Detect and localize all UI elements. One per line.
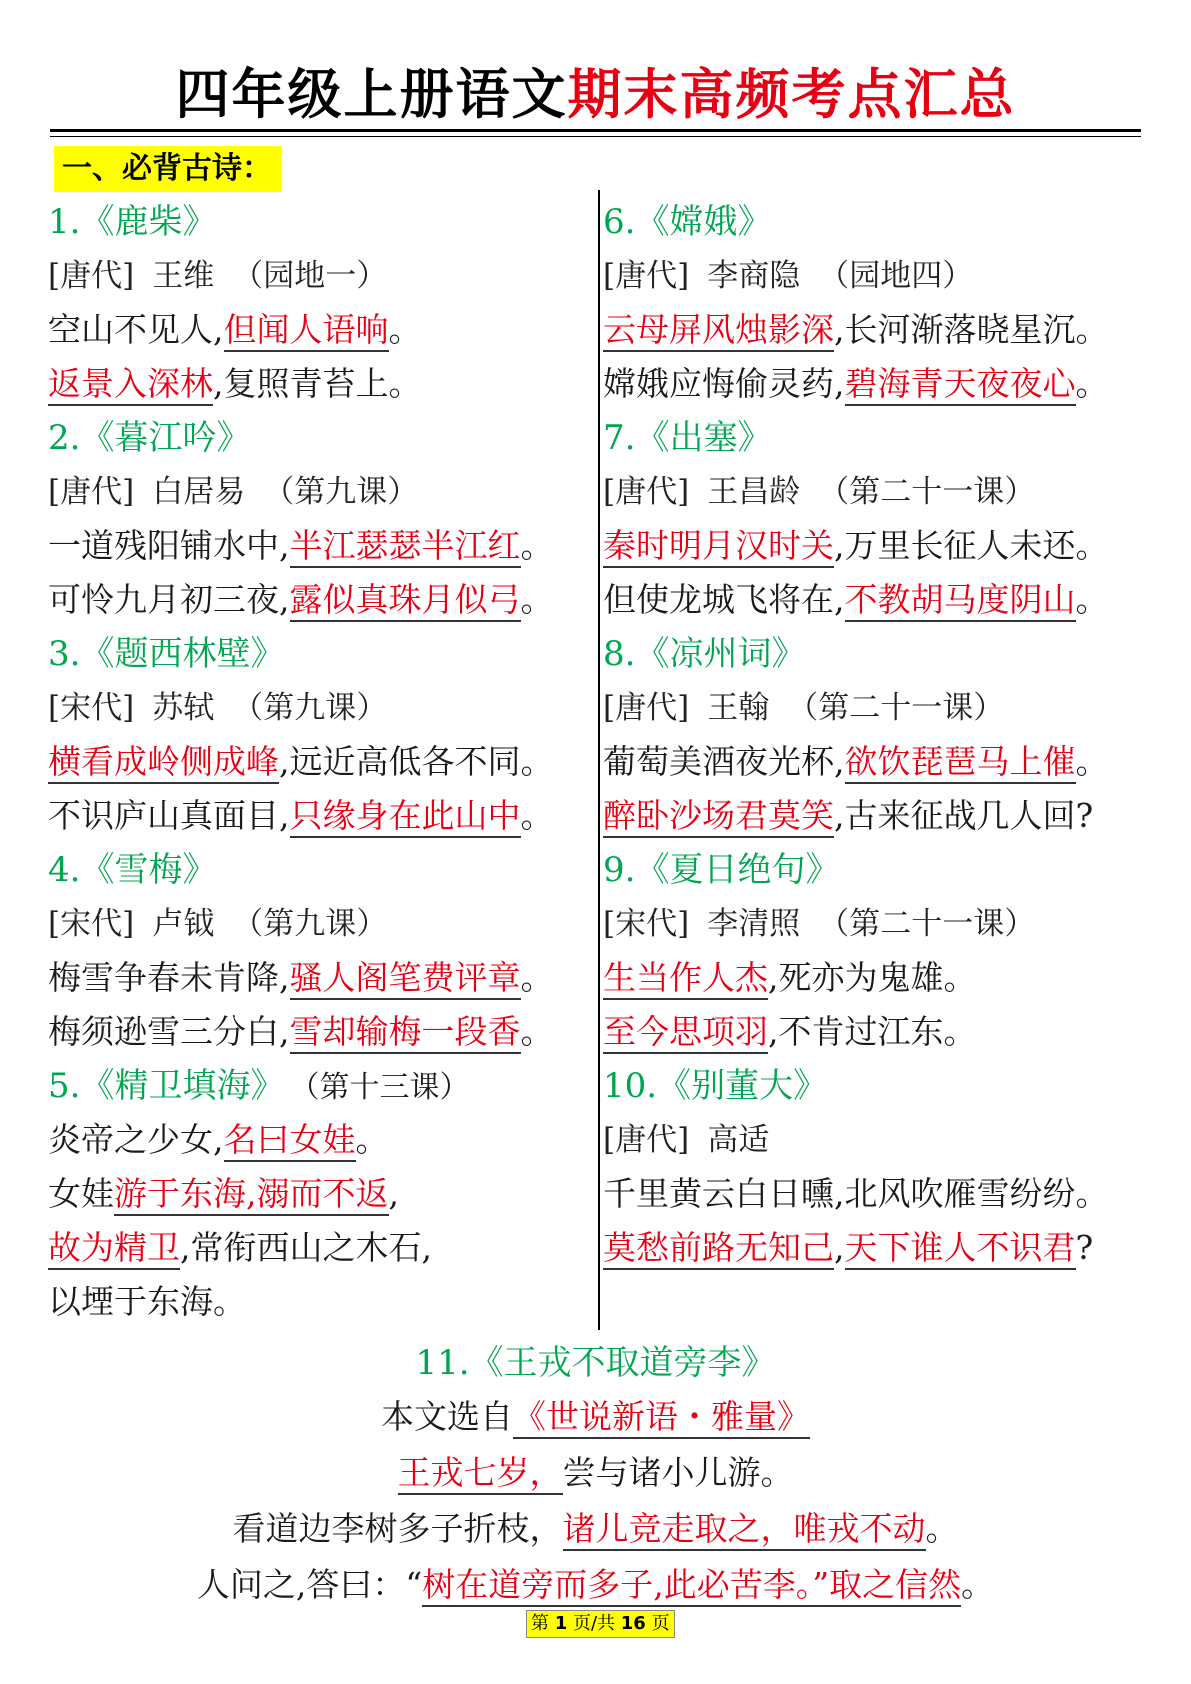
poem-text: , xyxy=(834,1228,845,1267)
poem-title-text: 9.《夏日绝句》 xyxy=(603,850,840,890)
author: 卢钺 xyxy=(152,906,215,942)
poem-meta xyxy=(48,897,608,951)
poem-title xyxy=(603,1059,1163,1113)
poem-line xyxy=(48,1275,608,1329)
poem-meta xyxy=(603,897,1163,951)
author: 苏轼 xyxy=(152,690,215,726)
poem-line xyxy=(603,303,1163,357)
poem-line xyxy=(603,1221,1163,1275)
poem-line xyxy=(603,573,1163,627)
poem-11-line xyxy=(0,1390,1191,1444)
poem-text: 尝与诸小儿游。 xyxy=(562,1453,794,1492)
answer-text: 莫愁前路无知己 xyxy=(603,1228,834,1270)
answer-text: 诸儿竞走取之，唯戎不动 xyxy=(563,1509,926,1551)
poem-text: 。 xyxy=(520,580,554,619)
poem-line xyxy=(48,735,608,789)
dynasty: [宋代] xyxy=(48,690,135,726)
dynasty: [唐代] xyxy=(48,474,135,510)
poem-title-text: 6.《嫦娥》 xyxy=(603,202,772,242)
dynasty: [唐代] xyxy=(48,258,135,294)
poem-meta xyxy=(48,465,608,519)
poem-title-text: 8.《凉州词》 xyxy=(603,634,806,674)
lesson-ref: （园地四） xyxy=(818,258,974,294)
poem-text: 。 xyxy=(520,958,554,997)
poem-text: 千里黄云白日曛,北风吹雁雪纷纷。 xyxy=(603,1174,1109,1213)
poem-text: 。 xyxy=(961,1565,995,1604)
answer-text: 名曰女娃 xyxy=(224,1120,356,1162)
poem-text: 空山不见人, xyxy=(48,310,224,349)
answer-text: 故为精卫 xyxy=(48,1228,180,1270)
lesson-ref: （第二十一课） xyxy=(818,474,1036,510)
poem-text: ,长河渐落晓星沉。 xyxy=(834,310,1109,349)
answer-text: 天下谁人不识君 xyxy=(845,1228,1076,1270)
poem-text: ,古来征战几人回? xyxy=(834,796,1094,835)
lesson-ref: （第九课） xyxy=(263,474,419,510)
poem-title-text: 1.《鹿柴》 xyxy=(48,202,217,242)
poem-text: ,死亦为鬼雄。 xyxy=(768,958,977,997)
column-divider xyxy=(598,190,600,1330)
answer-text: 返景入深林 xyxy=(48,364,213,406)
poem-text: 。 xyxy=(1075,580,1109,619)
poem-text: 梅须逊雪三分白, xyxy=(48,1012,290,1051)
author: 王维 xyxy=(152,258,215,294)
poem-line xyxy=(603,789,1163,843)
section-label: 一、必背古诗： xyxy=(54,146,282,192)
author: 高适 xyxy=(707,1122,770,1158)
author: 白居易 xyxy=(152,474,246,510)
poem-line xyxy=(48,1113,608,1167)
poem-title xyxy=(48,843,608,897)
poem-title xyxy=(48,195,608,249)
dynasty: [唐代] xyxy=(603,258,690,294)
poem-meta xyxy=(603,465,1163,519)
poem-11-title: 11.《王戎不取道旁李》 xyxy=(415,1343,776,1383)
answer-text: 醉卧沙场君莫笑 xyxy=(603,796,834,838)
poem-meta xyxy=(603,249,1163,303)
page-title xyxy=(0,60,1191,130)
poem-title xyxy=(48,411,608,465)
author: 王昌龄 xyxy=(707,474,801,510)
answer-text: 王戎七岁， xyxy=(398,1453,563,1495)
answer-text: 游于东海,溺而不返 xyxy=(114,1174,389,1216)
poem-11-line xyxy=(0,1446,1191,1500)
poem-line xyxy=(48,573,608,627)
footer-page-number: 1 xyxy=(554,1613,568,1634)
poem-text: 以堙于东海。 xyxy=(48,1282,246,1321)
poem-meta xyxy=(48,249,608,303)
poem-text: 。 xyxy=(520,796,554,835)
title-red: 期末高频考点汇总 xyxy=(567,63,1016,126)
dynasty: [唐代] xyxy=(603,690,690,726)
poem-text: 不识庐山真面目, xyxy=(48,796,290,835)
poem-text: 。 xyxy=(1075,742,1109,781)
poem-line xyxy=(48,357,608,411)
answer-text: 半江瑟瑟半江红 xyxy=(290,526,521,568)
poem-line xyxy=(603,1167,1163,1221)
poem-text: , xyxy=(388,1174,399,1213)
answer-text: 横看成岭侧成峰 xyxy=(48,742,279,784)
poem-title xyxy=(48,627,608,681)
answer-text: 露似真珠月似弓 xyxy=(290,580,521,622)
poem-text: 一道残阳铺水中, xyxy=(48,526,290,565)
poem-meta xyxy=(603,681,1163,735)
poem-title-text: 5.《精卫填海》 xyxy=(48,1066,285,1106)
answer-text: 云母屏风烛影深 xyxy=(603,310,834,352)
poem-line xyxy=(48,1167,608,1221)
poem-title xyxy=(603,843,1163,897)
answer-text: 只缘身在此山中 xyxy=(290,796,521,838)
dynasty: [唐代] xyxy=(603,474,690,510)
poem-text: ,不肯过江东。 xyxy=(768,1012,977,1051)
poem-text: 本文选自 xyxy=(381,1397,513,1436)
poem-text: 人问之,答曰：“ xyxy=(196,1565,423,1604)
poem-title xyxy=(603,411,1163,465)
poem-title xyxy=(603,195,1163,249)
poem-11-line xyxy=(0,1502,1191,1556)
dynasty: [唐代] xyxy=(603,1122,690,1158)
poem-text: 嫦娥应悔偷灵药, xyxy=(603,364,845,403)
poem-text: 女娃 xyxy=(48,1174,114,1213)
lesson-ref: （第二十一课） xyxy=(787,690,1005,726)
poem-meta xyxy=(48,681,608,735)
answer-text: 欲饮琵琶马上催 xyxy=(845,742,1076,784)
page-footer xyxy=(526,1610,675,1638)
poem-line xyxy=(48,1221,608,1275)
poem-line xyxy=(603,519,1163,573)
poem-text: 可怜九月初三夜, xyxy=(48,580,290,619)
poem-title-text: 3.《题西林壁》 xyxy=(48,634,285,674)
author: 王翰 xyxy=(707,690,770,726)
poem-line xyxy=(48,951,608,1005)
poem-text: ,复照青苔上。 xyxy=(213,364,422,403)
poem-text: 。 xyxy=(520,1012,554,1051)
answer-text: 生当作人杰 xyxy=(603,958,768,1000)
poem-text: 但使龙城飞将在, xyxy=(603,580,845,619)
poem-line xyxy=(48,519,608,573)
poem-text: ,万里长征人未还。 xyxy=(834,526,1109,565)
author: 李商隐 xyxy=(707,258,801,294)
poem-line xyxy=(48,303,608,357)
lesson-ref: （第九课） xyxy=(232,690,388,726)
footer-total-pages: 16 xyxy=(620,1613,646,1634)
answer-text: 碧海青天夜夜心 xyxy=(845,364,1076,406)
poem-text: 梅雪争春未肯降, xyxy=(48,958,290,997)
poem-text: 。 xyxy=(355,1120,389,1159)
poem-title-text: 2.《暮江吟》 xyxy=(48,418,251,458)
title-rule-thick xyxy=(50,129,1141,132)
answer-text: 《世说新语・雅量》 xyxy=(513,1397,810,1439)
footer-pre: 第 xyxy=(531,1613,555,1634)
poem-text: 。 xyxy=(520,526,554,565)
poem-title xyxy=(603,627,1163,681)
poem-text: ? xyxy=(1075,1228,1094,1267)
poem-text: 看道边李树多子折枝， xyxy=(232,1509,563,1548)
poem-text: 。 xyxy=(1075,364,1109,403)
lesson-ref: （第二十一课） xyxy=(818,906,1036,942)
poem-text: 。 xyxy=(388,310,422,349)
poem-line xyxy=(603,1005,1163,1059)
answer-text: 至今思项羽 xyxy=(603,1012,768,1054)
poem-text: ,远近高低各不同。 xyxy=(279,742,554,781)
poem-title-text: 4.《雪梅》 xyxy=(48,850,217,890)
poem-title-text: 7.《出塞》 xyxy=(603,418,772,458)
poem-line xyxy=(48,789,608,843)
poem-line xyxy=(603,357,1163,411)
answer-text: 秦时明月汉时关 xyxy=(603,526,834,568)
left-column xyxy=(48,195,608,1329)
lesson-ref: （园地一） xyxy=(232,258,388,294)
answer-text: 雪却输梅一段香 xyxy=(290,1012,521,1054)
answer-text: 不教胡马度阴山 xyxy=(845,580,1076,622)
poem-meta xyxy=(603,1113,1163,1167)
lesson-ref: （第九课） xyxy=(232,906,388,942)
answer-text: 骚人阁笔费评章 xyxy=(290,958,521,1000)
footer-mid: 页/共 xyxy=(567,1613,621,1634)
poem-text: 葡萄美酒夜光杯, xyxy=(603,742,845,781)
dynasty: [宋代] xyxy=(48,906,135,942)
poem-11-line xyxy=(0,1558,1191,1612)
poem-line xyxy=(603,951,1163,1005)
poem-text: 炎帝之少女, xyxy=(48,1120,224,1159)
title-rule-thin xyxy=(50,136,1141,137)
footer-post: 页 xyxy=(645,1613,670,1634)
poem-line xyxy=(48,1005,608,1059)
title-black: 四年级上册语文 xyxy=(175,63,568,126)
poem-line xyxy=(603,735,1163,789)
dynasty: [宋代] xyxy=(603,906,690,942)
right-column xyxy=(603,195,1163,1275)
poem-text: ,常衔西山之木石, xyxy=(180,1228,432,1267)
author: 李清照 xyxy=(707,906,801,942)
answer-text: 但闻人语响 xyxy=(224,310,389,352)
answer-text: 树在道旁而多子,此必苦李。”取之信然 xyxy=(422,1565,961,1607)
poem-title-text: 10.《别董大》 xyxy=(603,1066,828,1106)
poem-text: 。 xyxy=(925,1509,959,1548)
poem-title xyxy=(48,1059,608,1113)
lesson-ref: （第十三课） xyxy=(304,1070,470,1105)
